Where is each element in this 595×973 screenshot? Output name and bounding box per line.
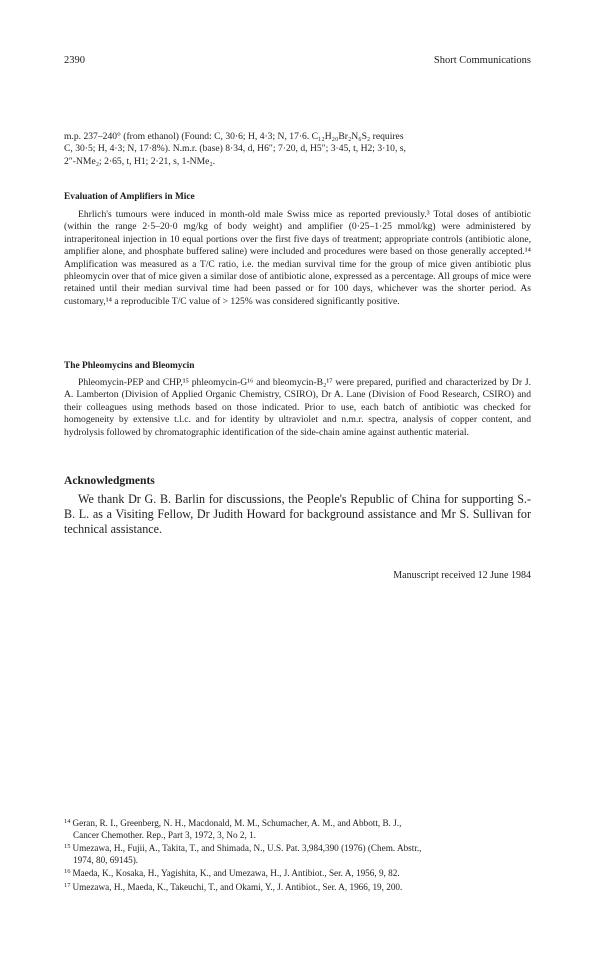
reference-number: 15: [64, 843, 71, 851]
reference-number: 14: [64, 818, 71, 825]
analysis-line: 2″-NMe₂; 2·65, t, H1; 2·21, s, 1-NMe₂.: [64, 155, 216, 167]
reference-item: [64, 880, 531, 894]
reference-number: 16: [64, 868, 71, 876]
section-body-amplifiers: [64, 209, 531, 308]
reference-text-continued: 1974, 80, 69145).: [73, 854, 139, 865]
manuscript-received: Manuscript received 12 June 1984: [393, 570, 531, 581]
reference-number: 17: [64, 881, 71, 889]
reference-text: Umezawa, H., Maeda, K., Takeuchi, T., and Okami, Y., J. Antibiot., Ser. A, 1966, 19, 200.: [72, 881, 403, 892]
reference-text: Umezawa, H., Fujii, A., Takita, T., and Shimada, N., U.S. Pat. 3,984,390 (1976) (Chem. Abstr.,: [72, 843, 422, 854]
reference-text: Maeda, K., Kosaka, H., Yagishita, K., and Umezawa, H., J. Antibiot., Ser. A, 1956, 9, 82.: [72, 868, 400, 879]
paragraph: Phleomycin-PEP and CHP,¹⁵ phleomycin-G¹⁶ and bleomycin-B₂¹⁷ were prepared, purified and characterized by Dr J. A. Lamberton (Division of Applied Organic Chemistry, CSIRO), Dr A. Lane (Division of Food Research, CSIRO) and their colleagues using methods based on those indicated. Prior to use, each batch of antibiotic was checked for homogeneity by extensive t.l.c. and for identity by ultraviolet and n.m.r. spectra, analysis of copper content, and hydrolysis followed by chromatographic identification of the side-chain amine against authentic material.: [64, 377, 531, 438]
section-heading-amplifiers: Evaluation of Amplifiers in Mice: [64, 192, 195, 202]
reference-item: [64, 816, 531, 841]
running-title: Short Communications: [433, 55, 531, 66]
paragraph: Ehrlich's tumours were induced in month-old male Swiss mice as reported previously.³ Total doses of antibiotic (within the range 2·5–20·0 mg/kg of body weight) and amplifier (0·25–1·25 mmol/kg) were administered by intraperitoneal injection in 10 equal portions over the first five days of treatment; appropriate controls (antibiotic alone, amplifier alone, and phosphate buffered saline) were included and procedures were based on those generally accepted.¹⁴ Amplification was measured as a T/C ratio, i.e. the median survival time for the group of mice given antibiotic plus phleomycin over that of mice given a similar dose of antibiotic alone, expressed as a percentage. All groups of mice were retained until their median survival time had been passed or for 100 days, whichever was the shorter period. As customary,¹⁴ a reproducible T/C value of > 125% was considered significantly positive.: [64, 209, 531, 307]
acknowledgments-body: [64, 492, 531, 538]
section-heading-phleomycins: The Phleomycins and Bleomycin: [64, 361, 195, 371]
analysis-data: [64, 131, 531, 168]
reference-item: [64, 866, 531, 880]
page-number: 2390: [64, 55, 85, 66]
references-list: [64, 816, 531, 894]
paragraph: We thank Dr G. B. Barlin for discussions, the People's Republic of China for supporting S.-B. L. as a Visiting Fellow, Dr Judith Howard for background assistance and Mr S. Sullivan for technical assistance.: [64, 492, 531, 537]
reference-text: Geran, R. I., Greenberg, N. H., Macdonald, M. M., Schumacher, A. M., and Abbott, B. J.,: [72, 818, 402, 828]
reference-item: [64, 841, 531, 866]
section-body-phleomycins: [64, 377, 531, 439]
reference-text-continued: Cancer Chemother. Rep., Part 3, 1972, 3, No 2, 1.: [73, 829, 256, 840]
analysis-line: C, 30·5; H, 4·3; N, 17·8%). N.m.r. (base) 8·34, d, H6″; 7·20, d, H5″; 3·45, t, H2; 3·10, s,: [64, 143, 406, 155]
analysis-line: m.p. 237–240° (from ethanol) (Found: C, 30·6; H, 4·3; N, 17·6. C₁₂H₂₀Br₂N₆S₂ requires: [64, 131, 404, 142]
acknowledgments-heading: Acknowledgments: [64, 474, 155, 487]
